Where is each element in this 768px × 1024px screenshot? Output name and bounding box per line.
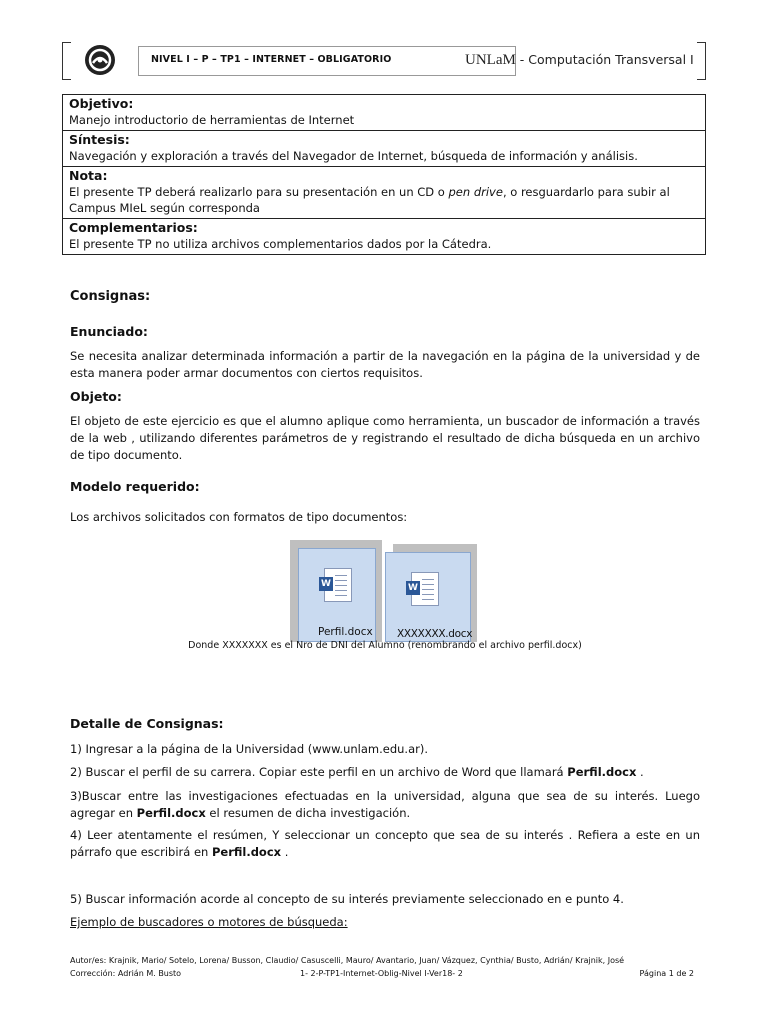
nota-text-part-a: El presente TP deberá realizarlo para su presentación en un CD o: [69, 185, 449, 199]
enunciado-heading: Enunciado:: [70, 324, 148, 339]
figure-caption: Donde XXXXXXX es el Nro de DNI del Alumno (renombrando el archivo perfil.docx): [188, 640, 582, 651]
word-document-icon: W: [324, 568, 352, 602]
step-4: 4) Leer atentamente el resúmen, Y seleccionar un concepto que sea de su interés . Refiera a este en un párrafo que escribirá en Perfil.docx .: [70, 828, 700, 859]
step-1: 1) Ingresar a la página de la Universidad (www.unlam.edu.ar).: [70, 742, 428, 756]
objeto-text: El objeto de este ejercicio es que el alumno aplique como herramienta, un buscador de información a través de la web , utilizando diferentes parámetros de y registrando el resultado de dicha búsqueda en un archivo de tipo documento.: [70, 414, 700, 462]
complementarios-text: El presente TP no utiliza archivos complementarios dados por la Cátedra.: [69, 237, 492, 251]
sintesis-label: Síntesis:: [69, 132, 130, 147]
header-university: [465, 52, 694, 69]
complementarios-label: Complementarios:: [69, 220, 198, 235]
info-row-complementarios: [62, 218, 706, 255]
unlam-logo-icon: [84, 44, 116, 76]
objetivo-label: Objetivo:: [69, 96, 134, 111]
objetivo-text: Manejo introductorio de herramientas de Internet: [69, 113, 355, 127]
nota-label: Nota:: [69, 168, 108, 183]
consignas-heading: Consignas:: [70, 289, 151, 304]
page-header: [62, 42, 706, 80]
university-name: UNLaM: [465, 52, 516, 68]
modelo-text: Los archivos solicitados con formatos de tipo documentos:: [70, 510, 408, 524]
header-title-box: [138, 46, 516, 76]
step-2: 2) Buscar el perfil de su carrera. Copiar este perfil en un archivo de Word que llamará Perfil.docx .: [70, 765, 644, 779]
info-row-nota: [62, 166, 706, 219]
footer-authors: Autor/es: Krajnik, Mario/ Sotelo, Lorena/ Busson, Claudio/ Casuscelli, Mauro/ Avantario, Juan/ Vázquez, Cynthia/ Busto, Adrián/ Krajnik, José: [70, 956, 625, 965]
footer-correction: Corrección: Adrián M. Busto: [70, 969, 182, 978]
detalle-heading: Detalle de Consignas:: [70, 716, 224, 731]
info-row-objetivo: [62, 94, 706, 131]
sintesis-text: Navegación y exploración a través del Navegador de Internet, búsqueda de información y análisis.: [69, 149, 638, 163]
file-name: XXXXXXX.docx: [397, 628, 473, 640]
step-5: 5) Buscar información acorde al concepto de su interés previamente seleccionado en e punto 4.: [70, 892, 624, 906]
buscadores-heading: Ejemplo de buscadores o motores de búsqueda:: [70, 915, 348, 929]
info-row-sintesis: [62, 130, 706, 167]
file-name: Perfil.docx: [318, 626, 373, 638]
header-bracket-right: [697, 42, 706, 80]
nota-text-italic: pen drive: [448, 185, 503, 199]
word-document-icon: W: [411, 572, 439, 606]
footer-doc-code: 1- 2-P-TP1-Internet-Oblig-Nivel I-Ver18- 2: [300, 969, 463, 978]
nota-text: [69, 184, 699, 216]
enunciado-text: Se necesita analizar determinada información a partir de la navegación en la página de la universidad y de esta manera poder armar documentos con ciertos requisitos.: [70, 349, 700, 380]
footer-page-number: Página 1 de 2: [639, 969, 694, 978]
nota-text-part-b: , o resguardarlo para subir al Campus MIeL según corresponda: [69, 185, 670, 215]
course-name: - Computación Transversal I: [515, 52, 694, 67]
header-bracket-left: [62, 42, 71, 80]
file-perfil: [290, 540, 386, 642]
header-title: NIVEL I – P – TP1 – INTERNET – OBLIGATORIO: [151, 54, 392, 65]
step-3: 3)Buscar entre las investigaciones efectuadas en la universidad, alguna que sea de su interés. Luego agregar en Perfil.docx el resumen de dicha investigación.: [70, 789, 700, 820]
file-dni: [385, 540, 477, 642]
info-table: [62, 95, 706, 255]
modelo-heading: Modelo requerido:: [70, 479, 200, 494]
objeto-heading: Objeto:: [70, 389, 122, 404]
